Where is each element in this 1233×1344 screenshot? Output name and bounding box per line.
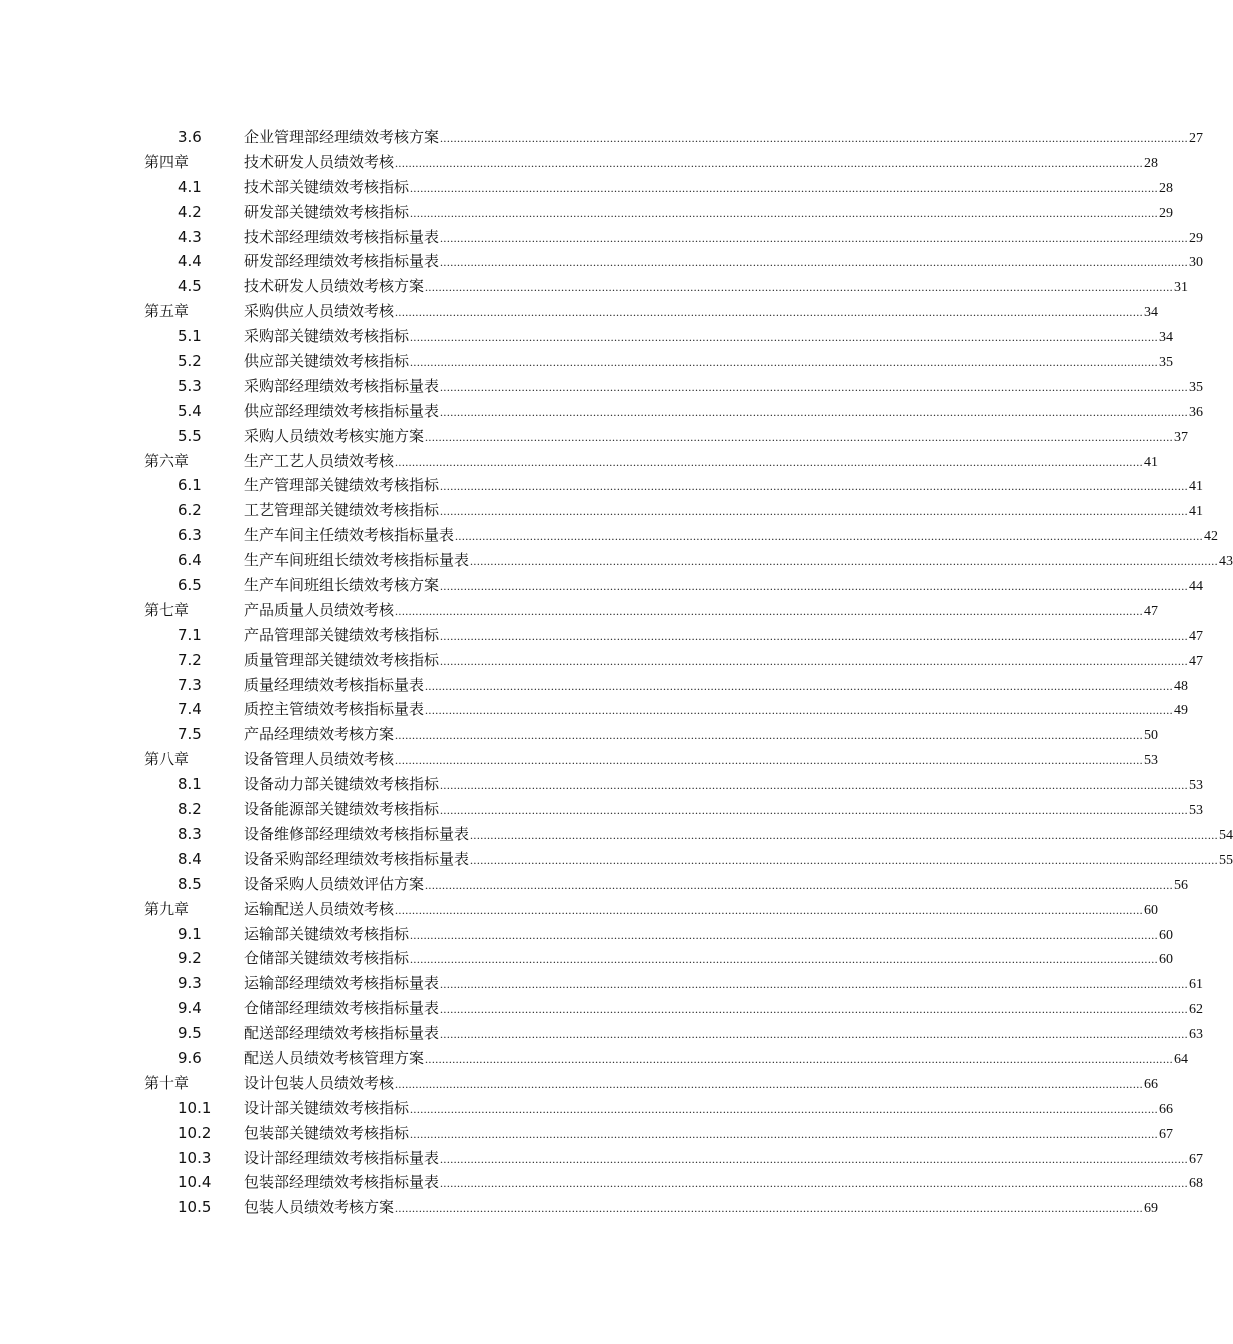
toc-entry-number: 7.1 xyxy=(178,625,202,644)
toc-entry-line xyxy=(244,799,1204,821)
dot-leader: ............................................................................................................................................................................................................................ xyxy=(410,1101,1159,1116)
toc-entry-number: 5.1 xyxy=(178,327,202,346)
dot-leader: ............................................................................................................................................................................................................................ xyxy=(440,778,1189,793)
toc-entry-line xyxy=(244,774,1204,796)
toc-section-entry[interactable] xyxy=(0,1096,1174,1121)
toc-entry-line xyxy=(244,600,1159,622)
toc-entry-number: 3.6 xyxy=(178,128,202,146)
toc-entry-title: 技术部关键绩效考核指标 xyxy=(244,177,410,196)
toc-entry-page-number: 42 xyxy=(1204,529,1219,545)
toc-entry-page-number: 60 xyxy=(1159,927,1174,943)
toc-entry-title: 产品质量人员绩效考核 xyxy=(244,600,395,619)
toc-entry-page-number: 50 xyxy=(1144,728,1159,744)
toc-entry-number: 10.2 xyxy=(178,1123,212,1142)
dot-leader: ............................................................................................................................................................................................................................ xyxy=(395,902,1144,917)
toc-entry-title: 运输配送人员绩效考核 xyxy=(244,899,395,918)
toc-entry-page-number: 36 xyxy=(1189,404,1204,420)
toc-entry-line xyxy=(244,874,1189,896)
toc-entry-page-number: 44 xyxy=(1189,579,1204,595)
toc-entry-line xyxy=(244,1123,1174,1145)
toc-section-entry[interactable] xyxy=(0,125,1204,150)
toc-section-entry[interactable] xyxy=(0,349,1174,374)
toc-entry-number: 5.3 xyxy=(178,376,202,395)
dot-leader: ............................................................................................................................................................................................................................ xyxy=(470,852,1219,867)
toc-entry-line xyxy=(244,301,1159,323)
toc-section-entry[interactable] xyxy=(0,1146,1204,1171)
toc-entry-page-number: 37 xyxy=(1174,429,1189,445)
toc-section-entry[interactable] xyxy=(0,1121,1174,1146)
toc-section-entry[interactable] xyxy=(0,200,1174,225)
toc-entry-title: 生产工艺人员绩效考核 xyxy=(244,451,395,470)
toc-entry-line xyxy=(244,1073,1159,1095)
toc-entry-page-number: 53 xyxy=(1189,778,1204,794)
dot-leader: ............................................................................................................................................................................................................................ xyxy=(440,1002,1189,1017)
toc-entry-number: 9.3 xyxy=(178,974,202,993)
toc-entry-line xyxy=(244,699,1189,721)
toc-entry-number: 8.5 xyxy=(178,874,202,893)
toc-section-entry[interactable] xyxy=(0,399,1204,424)
dot-leader: ............................................................................................................................................................................................................................ xyxy=(440,131,1189,145)
dot-leader: ............................................................................................................................................................................................................................ xyxy=(410,952,1159,967)
toc-entry-number: 7.2 xyxy=(178,650,202,669)
toc-entry-line xyxy=(244,401,1204,423)
toc-entry-title: 质控主管绩效考核指标量表 xyxy=(244,700,425,719)
dot-leader: ............................................................................................................................................................................................................................ xyxy=(440,977,1189,992)
toc-section-entry[interactable] xyxy=(0,498,1204,523)
toc-chapter-entry[interactable] xyxy=(0,449,1159,474)
toc-entry-line xyxy=(244,1172,1204,1194)
toc-entry-line xyxy=(244,1098,1174,1120)
toc-entry-page-number: 34 xyxy=(1159,330,1174,346)
toc-entry-line xyxy=(244,899,1159,921)
toc-entry-title: 仓储部关键绩效考核指标 xyxy=(244,949,410,968)
toc-entry-page-number: 41 xyxy=(1144,454,1159,470)
toc-entry-number: 9.4 xyxy=(178,999,202,1018)
toc-entry-title: 设备管理人员绩效考核 xyxy=(244,750,395,769)
toc-entry-title: 供应部经理绩效考核指标量表 xyxy=(244,401,440,420)
dot-leader: ............................................................................................................................................................................................................................ xyxy=(440,803,1189,818)
toc-entry-line xyxy=(244,152,1159,174)
toc-entry-number: 9.2 xyxy=(178,949,202,968)
toc-entry-page-number: 53 xyxy=(1144,753,1159,769)
toc-section-entry[interactable] xyxy=(0,473,1204,498)
toc-entry-page-number: 66 xyxy=(1144,1076,1159,1092)
toc-entry-title: 技术研发人员绩效考核 xyxy=(244,152,395,171)
dot-leader: ............................................................................................................................................................................................................................ xyxy=(440,479,1189,494)
toc-section-entry[interactable] xyxy=(0,1195,1159,1220)
toc-entry-line xyxy=(244,127,1204,149)
toc-entry-page-number: 53 xyxy=(1189,803,1204,819)
toc-entry-title: 设备能源部关键绩效考核指标 xyxy=(244,800,440,819)
toc-entry-page-number: 54 xyxy=(1219,827,1233,843)
dot-leader: ............................................................................................................................................................................................................................ xyxy=(440,1151,1189,1166)
toc-entry-line xyxy=(244,1148,1204,1170)
toc-entry-line xyxy=(244,1048,1189,1070)
toc-entry-title: 设计部关键绩效考核指标 xyxy=(244,1098,410,1117)
toc-entry-number: 9.6 xyxy=(178,1048,202,1067)
toc-entry-title: 仓储部经理绩效考核指标量表 xyxy=(244,999,440,1018)
toc-entry-number: 5.2 xyxy=(178,352,202,371)
toc-entry-page-number: 62 xyxy=(1189,1002,1204,1018)
toc-entry-page-number: 30 xyxy=(1189,255,1204,271)
toc-entry-number: 4.4 xyxy=(178,252,202,271)
toc-entry-line xyxy=(244,177,1174,199)
toc-entry-title: 采购供应人员绩效考核 xyxy=(244,302,395,321)
toc-section-entry[interactable] xyxy=(0,872,1189,897)
toc-entry-page-number: 29 xyxy=(1159,205,1174,221)
toc-entry-title: 产品管理部关键绩效考核指标 xyxy=(244,625,440,644)
dot-leader: ............................................................................................................................................................................................................................ xyxy=(395,155,1144,170)
toc-entry-number: 第九章 xyxy=(144,899,190,918)
dot-leader: ............................................................................................................................................................................................................................ xyxy=(440,404,1189,419)
dot-leader: ............................................................................................................................................................................................................................ xyxy=(410,330,1159,345)
toc-entry-title: 采购部关键绩效考核指标 xyxy=(244,327,410,346)
toc-entry-line xyxy=(244,276,1189,298)
toc-section-entry[interactable] xyxy=(0,722,1159,747)
toc-section-entry[interactable] xyxy=(0,971,1204,996)
toc-entry-line xyxy=(244,824,1233,846)
toc-entry-title: 配送人员绩效考核管理方案 xyxy=(244,1048,425,1067)
toc-entry-line xyxy=(244,675,1189,697)
toc-entry-line xyxy=(244,575,1204,597)
dot-leader: ............................................................................................................................................................................................................................ xyxy=(395,753,1144,768)
toc-entry-number: 6.3 xyxy=(178,526,202,545)
dot-leader: ............................................................................................................................................................................................................................ xyxy=(410,927,1159,942)
dot-leader: ............................................................................................................................................................................................................................ xyxy=(395,305,1144,320)
toc-entry-line xyxy=(244,1023,1204,1045)
toc-entry-title: 包装部关键绩效考核指标 xyxy=(244,1123,410,1142)
toc-entry-line xyxy=(244,426,1189,448)
toc-chapter-entry[interactable] xyxy=(0,598,1159,623)
dot-leader: ............................................................................................................................................................................................................................ xyxy=(470,827,1219,842)
toc-entry-number: 5.5 xyxy=(178,426,202,445)
toc-entry-number: 4.3 xyxy=(178,227,202,246)
toc-entry-title: 供应部关键绩效考核指标 xyxy=(244,352,410,371)
toc-entry-number: 第五章 xyxy=(144,302,190,321)
toc-entry-title: 运输部经理绩效考核指标量表 xyxy=(244,974,440,993)
toc-entry-title: 工艺管理部关键绩效考核指标 xyxy=(244,501,440,520)
toc-section-entry[interactable] xyxy=(0,424,1189,449)
toc-entry-page-number: 34 xyxy=(1144,305,1159,321)
toc-entry-line xyxy=(244,724,1159,746)
toc-section-entry[interactable] xyxy=(0,648,1204,673)
toc-section-entry[interactable] xyxy=(0,797,1204,822)
toc-entry-title: 企业管理部经理绩效考核方案 xyxy=(244,128,440,146)
toc-entry-line xyxy=(244,973,1204,995)
toc-entry-number: 第八章 xyxy=(144,750,190,769)
toc-section-entry[interactable] xyxy=(0,573,1204,598)
toc-chapter-entry[interactable] xyxy=(0,747,1159,772)
toc-entry-title: 生产车间班组长绩效考核指标量表 xyxy=(244,551,470,570)
toc-chapter-entry[interactable] xyxy=(0,897,1159,922)
dot-leader: ............................................................................................................................................................................................................................ xyxy=(455,529,1204,544)
toc-section-entry[interactable] xyxy=(0,274,1189,299)
toc-entry-title: 设备维修部经理绩效考核指标量表 xyxy=(244,824,470,843)
toc-section-entry[interactable] xyxy=(0,225,1204,250)
toc-entry-title: 质量经理绩效考核指标量表 xyxy=(244,675,425,694)
toc-entry-title: 设计包装人员绩效考核 xyxy=(244,1073,395,1092)
toc-entry-page-number: 47 xyxy=(1144,603,1159,619)
toc-entry-number: 7.3 xyxy=(178,675,202,694)
table-of-contents xyxy=(0,125,1233,1220)
toc-entry-page-number: 64 xyxy=(1174,1051,1189,1067)
toc-section-entry[interactable] xyxy=(0,175,1174,200)
toc-entry-title: 质量管理部关键绩效考核指标 xyxy=(244,650,440,669)
toc-entry-title: 设备动力部关键绩效考核指标 xyxy=(244,775,440,794)
toc-entry-number: 9.1 xyxy=(178,924,202,943)
dot-leader: ............................................................................................................................................................................................................................ xyxy=(440,255,1189,270)
toc-entry-page-number: 61 xyxy=(1189,977,1204,993)
toc-entry-page-number: 55 xyxy=(1219,852,1233,868)
toc-entry-page-number: 48 xyxy=(1174,678,1189,694)
toc-entry-line xyxy=(244,948,1174,970)
dot-leader: ............................................................................................................................................................................................................................ xyxy=(410,180,1159,195)
toc-section-entry[interactable] xyxy=(0,249,1204,274)
dot-leader: ............................................................................................................................................................................................................................ xyxy=(470,554,1219,569)
toc-entry-line xyxy=(244,525,1219,547)
toc-entry-number: 第七章 xyxy=(144,600,190,619)
toc-entry-page-number: 29 xyxy=(1189,230,1204,246)
toc-entry-number: 10.1 xyxy=(178,1098,212,1117)
dot-leader: ............................................................................................................................................................................................................................ xyxy=(440,653,1189,668)
toc-chapter-entry[interactable] xyxy=(0,299,1159,324)
toc-entry-page-number: 60 xyxy=(1159,952,1174,968)
toc-entry-title: 设备采购部经理绩效考核指标量表 xyxy=(244,849,470,868)
toc-entry-line xyxy=(244,849,1233,871)
toc-entry-title: 设计部经理绩效考核指标量表 xyxy=(244,1148,440,1167)
toc-entry-line xyxy=(244,625,1204,647)
dot-leader: ............................................................................................................................................................................................................................ xyxy=(440,1027,1189,1042)
toc-section-entry[interactable] xyxy=(0,1046,1189,1071)
dot-leader: ............................................................................................................................................................................................................................ xyxy=(395,603,1144,618)
toc-entry-line xyxy=(244,227,1204,249)
toc-entry-number: 10.5 xyxy=(178,1198,212,1217)
toc-entry-page-number: 56 xyxy=(1174,877,1189,893)
toc-entry-line xyxy=(244,202,1174,224)
toc-entry-title: 采购人员绩效考核实施方案 xyxy=(244,426,425,445)
dot-leader: ............................................................................................................................................................................................................................ xyxy=(395,454,1144,469)
dot-leader: ............................................................................................................................................................................................................................ xyxy=(440,1176,1189,1191)
toc-entry-title: 运输部关键绩效考核指标 xyxy=(244,924,410,943)
toc-section-entry[interactable] xyxy=(0,922,1174,947)
toc-entry-page-number: 41 xyxy=(1189,504,1204,520)
toc-entry-page-number: 41 xyxy=(1189,479,1204,495)
toc-entry-page-number: 63 xyxy=(1189,1027,1204,1043)
toc-entry-number: 第四章 xyxy=(144,152,190,171)
toc-entry-line xyxy=(244,376,1204,398)
toc-entry-number: 7.4 xyxy=(178,700,202,719)
dot-leader: ............................................................................................................................................................................................................................ xyxy=(425,1051,1174,1066)
toc-entry-line xyxy=(244,326,1174,348)
toc-entry-title: 生产车间班组长绩效考核方案 xyxy=(244,576,440,595)
toc-entry-number: 4.1 xyxy=(178,177,202,196)
toc-entry-number: 6.1 xyxy=(178,476,202,495)
toc-entry-page-number: 68 xyxy=(1189,1176,1204,1192)
toc-section-entry[interactable] xyxy=(0,324,1174,349)
toc-chapter-entry[interactable] xyxy=(0,150,1159,175)
toc-section-entry[interactable] xyxy=(0,1021,1204,1046)
toc-entry-number: 第十章 xyxy=(144,1073,190,1092)
toc-section-entry[interactable] xyxy=(0,374,1204,399)
toc-entry-number: 6.4 xyxy=(178,551,202,570)
toc-entry-number: 4.5 xyxy=(178,277,202,296)
toc-entry-number: 7.5 xyxy=(178,725,202,744)
toc-entry-page-number: 60 xyxy=(1144,902,1159,918)
toc-entry-line xyxy=(244,475,1204,497)
toc-entry-page-number: 66 xyxy=(1159,1101,1174,1117)
toc-section-entry[interactable] xyxy=(0,772,1204,797)
toc-entry-title: 技术部经理绩效考核指标量表 xyxy=(244,227,440,246)
toc-entry-page-number: 49 xyxy=(1174,703,1189,719)
toc-entry-title: 设备采购人员绩效评估方案 xyxy=(244,874,425,893)
toc-section-entry[interactable] xyxy=(0,523,1219,548)
toc-entry-line xyxy=(244,550,1233,572)
toc-entry-line xyxy=(244,998,1204,1020)
toc-entry-page-number: 35 xyxy=(1159,355,1174,371)
toc-section-entry[interactable] xyxy=(0,623,1204,648)
toc-entry-title: 包装人员绩效考核方案 xyxy=(244,1198,395,1217)
dot-leader: ............................................................................................................................................................................................................................ xyxy=(440,579,1189,594)
toc-entry-page-number: 28 xyxy=(1159,180,1174,196)
toc-entry-line xyxy=(244,451,1159,473)
toc-entry-page-number: 31 xyxy=(1174,280,1189,296)
toc-section-entry[interactable] xyxy=(0,946,1174,971)
dot-leader: ............................................................................................................................................................................................................................ xyxy=(440,628,1189,643)
dot-leader: ............................................................................................................................................................................................................................ xyxy=(425,429,1174,444)
dot-leader: ............................................................................................................................................................................................................................ xyxy=(440,230,1189,245)
toc-entry-line xyxy=(244,1197,1159,1219)
dot-leader: ............................................................................................................................................................................................................................ xyxy=(395,1076,1144,1091)
toc-section-entry[interactable] xyxy=(0,822,1233,847)
toc-entry-title: 生产车间主任绩效考核指标量表 xyxy=(244,526,455,545)
toc-entry-line xyxy=(244,351,1174,373)
toc-entry-line xyxy=(244,924,1174,946)
toc-entry-number: 6.5 xyxy=(178,576,202,595)
dot-leader: ............................................................................................................................................................................................................................ xyxy=(440,379,1189,394)
toc-entry-page-number: 35 xyxy=(1189,379,1204,395)
toc-section-entry[interactable] xyxy=(0,1170,1204,1195)
toc-entry-number: 8.2 xyxy=(178,800,202,819)
toc-section-entry[interactable] xyxy=(0,548,1233,573)
toc-entry-number: 8.1 xyxy=(178,775,202,794)
toc-entry-line xyxy=(244,749,1159,771)
toc-entry-number: 10.3 xyxy=(178,1148,212,1167)
toc-entry-number: 5.4 xyxy=(178,401,202,420)
dot-leader: ............................................................................................................................................................................................................................ xyxy=(410,205,1159,220)
dot-leader: ............................................................................................................................................................................................................................ xyxy=(440,504,1189,519)
toc-entry-page-number: 67 xyxy=(1189,1151,1204,1167)
toc-entry-line xyxy=(244,650,1204,672)
dot-leader: ............................................................................................................................................................................................................................ xyxy=(425,877,1174,892)
toc-entry-number: 第六章 xyxy=(144,451,190,470)
toc-entry-title: 研发部关键绩效考核指标 xyxy=(244,202,410,221)
toc-entry-page-number: 27 xyxy=(1189,131,1204,146)
dot-leader: ............................................................................................................................................................................................................................ xyxy=(425,280,1174,295)
toc-section-entry[interactable] xyxy=(0,996,1204,1021)
toc-entry-title: 技术研发人员绩效考核方案 xyxy=(244,277,425,296)
toc-entry-title: 生产管理部关键绩效考核指标 xyxy=(244,476,440,495)
toc-entry-number: 8.4 xyxy=(178,849,202,868)
toc-entry-title: 配送部经理绩效考核指标量表 xyxy=(244,1024,440,1043)
toc-entry-number: 10.4 xyxy=(178,1173,212,1192)
toc-entry-page-number: 47 xyxy=(1189,628,1204,644)
toc-section-entry[interactable] xyxy=(0,673,1189,698)
dot-leader: ............................................................................................................................................................................................................................ xyxy=(395,1201,1144,1216)
toc-entry-number: 9.5 xyxy=(178,1024,202,1043)
toc-entry-page-number: 28 xyxy=(1144,155,1159,171)
dot-leader: ............................................................................................................................................................................................................................ xyxy=(410,1126,1159,1141)
dot-leader: ............................................................................................................................................................................................................................ xyxy=(425,678,1174,693)
dot-leader: ............................................................................................................................................................................................................................ xyxy=(410,355,1159,370)
toc-entry-page-number: 43 xyxy=(1219,554,1233,570)
toc-entry-number: 8.3 xyxy=(178,824,202,843)
toc-entry-number: 4.2 xyxy=(178,202,202,221)
toc-entry-title: 产品经理绩效考核方案 xyxy=(244,725,395,744)
toc-section-entry[interactable] xyxy=(0,697,1189,722)
toc-entry-title: 包装部经理绩效考核指标量表 xyxy=(244,1173,440,1192)
toc-entry-line xyxy=(244,251,1204,273)
toc-section-entry[interactable] xyxy=(0,847,1233,872)
toc-entry-page-number: 47 xyxy=(1189,653,1204,669)
toc-entry-page-number: 69 xyxy=(1144,1201,1159,1217)
toc-entry-line xyxy=(244,500,1204,522)
toc-entry-title: 采购部经理绩效考核指标量表 xyxy=(244,376,440,395)
toc-entry-title: 研发部经理绩效考核指标量表 xyxy=(244,252,440,271)
dot-leader: ............................................................................................................................................................................................................................ xyxy=(425,703,1174,718)
toc-entry-page-number: 67 xyxy=(1159,1126,1174,1142)
toc-entry-number: 6.2 xyxy=(178,501,202,520)
toc-chapter-entry[interactable] xyxy=(0,1071,1159,1096)
dot-leader: ............................................................................................................................................................................................................................ xyxy=(395,728,1144,743)
